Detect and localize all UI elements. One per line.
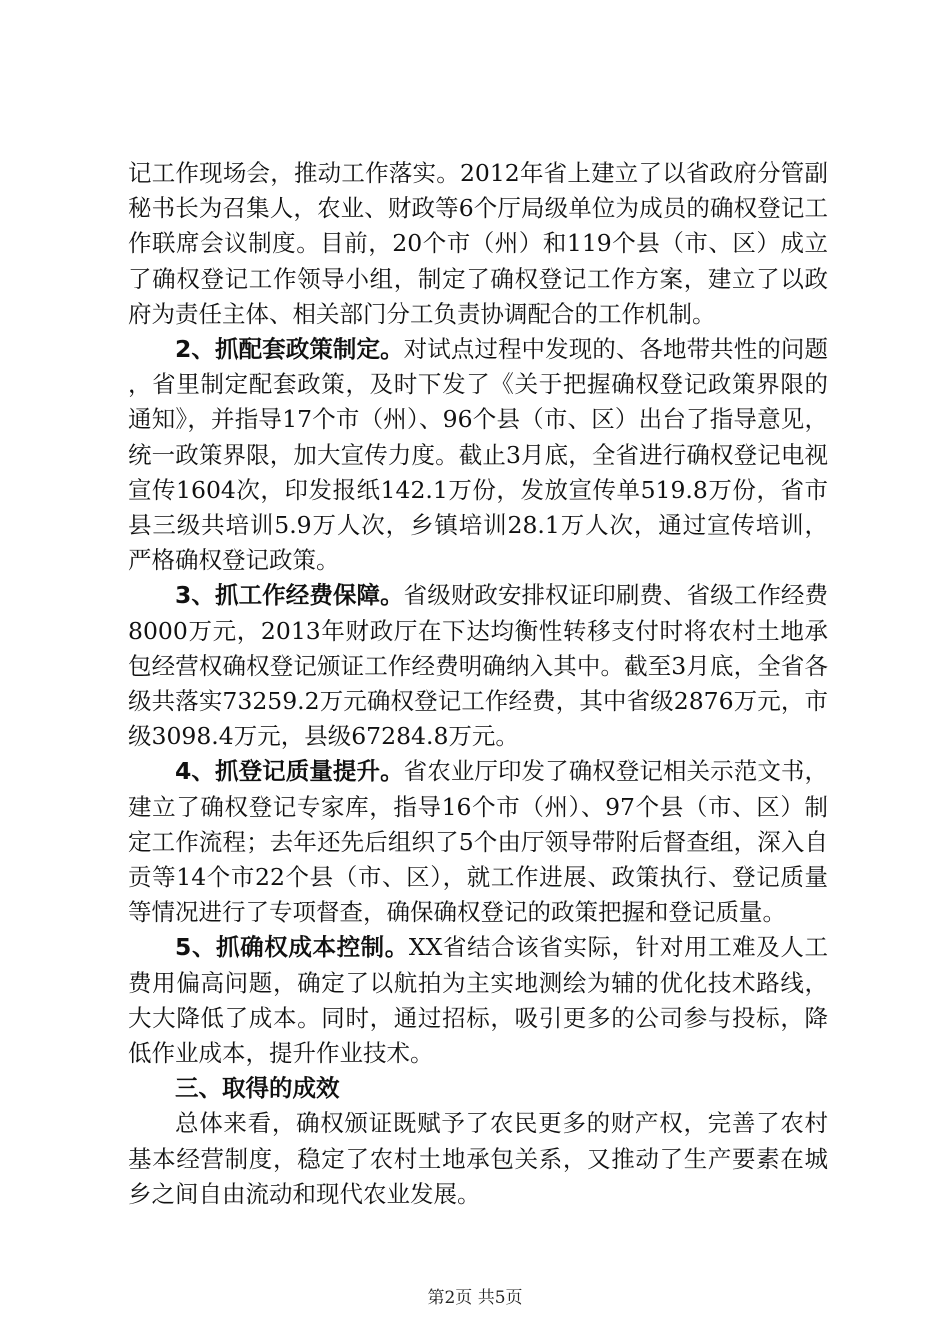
paragraph-lead: 3、抓工作经费保障。 <box>175 581 404 610</box>
paragraph-lead: 4、抓登记质量提升。 <box>175 757 404 786</box>
paragraph-text: 记工作现场会，推动工作落实。2012年省上建立了以省政府分管副秘书长为召集人，农业、财政等6个厅局级单位为成员的确权登记工作联席会议制度。目前，20个市（州）和119个县（市、区）成立了确权登记工作领导小组，制定了确权登记工作方案，建立了以政府为责任主体、相关部门分工负责协调配合的工作机制。 <box>128 159 828 328</box>
body-paragraph <box>128 332 828 578</box>
body-paragraph <box>128 930 828 1071</box>
paragraph-lead: 2、抓配套政策制定。 <box>175 335 404 364</box>
body-paragraph <box>128 156 828 332</box>
paragraph-text: XX省结合该省实际，针对用工难及人工费用偏高问题，确定了以航拍为主实地测绘为辅的优化技术路线，大大降低了成本。同时，通过招标，吸引更多的公司参与投标，降低作业成本，提升作业技术。 <box>128 933 828 1068</box>
paragraph-text: 省农业厅印发了确权登记相关示范文书，建立了确权登记专家库，指导16个市（州）、97个县（市、区）制定工作流程；去年还先后组织了5个由厅领导带附后督查组，深入自贡等14个市22个县（市、区），就工作进展、政策执行、登记质量等情况进行了专项督查，确保确权登记的政策把握和登记质量。 <box>128 757 829 927</box>
page-number-footer: 第2页 共5页 <box>427 1288 523 1308</box>
paragraph-text: 省级财政安排权证印刷费、省级工作经费8000万元，2013年财政厅在下达均衡性转移支付时将农村土地承包经营权确权登记颁证工作经费明确纳入其中。截至3月底，全省各级共落实73259.2万元确权登记工作经费，其中省级2876万元，市级3098.4万元，县级67284.8万元。 <box>128 581 829 751</box>
paragraph-text: 对试点过程中发现的、各地带共性的问题，省里制定配套政策，及时下发了《关于把握确权登记政策界限的通知》，并指导17个市（州）、96个县（市、区）出台了指导意见，统一政策界限，加大宣传力度。截止3月底，全省进行确权登记电视宣传1604次，印发报纸142.1万份，发放宣传单519.8万份，省市县三级共培训5.9万人次，乡镇培训28.1万人次，通过宣传培训，严格确权登记政策。 <box>128 335 829 575</box>
closing-paragraph: 总体来看，确权颁证既赋予了农民更多的财产权，完善了农村基本经营制度，稳定了农村土地承包关系，又推动了生产要素在城乡之间自由流动和现代农业发展。 <box>128 1109 828 1208</box>
paragraph-lead: 5、抓确权成本控制。 <box>175 933 409 962</box>
body-paragraph <box>128 754 828 930</box>
section-heading: 三、取得的成效 <box>175 1074 340 1103</box>
body-paragraph <box>128 578 828 754</box>
document-body <box>128 156 828 1212</box>
